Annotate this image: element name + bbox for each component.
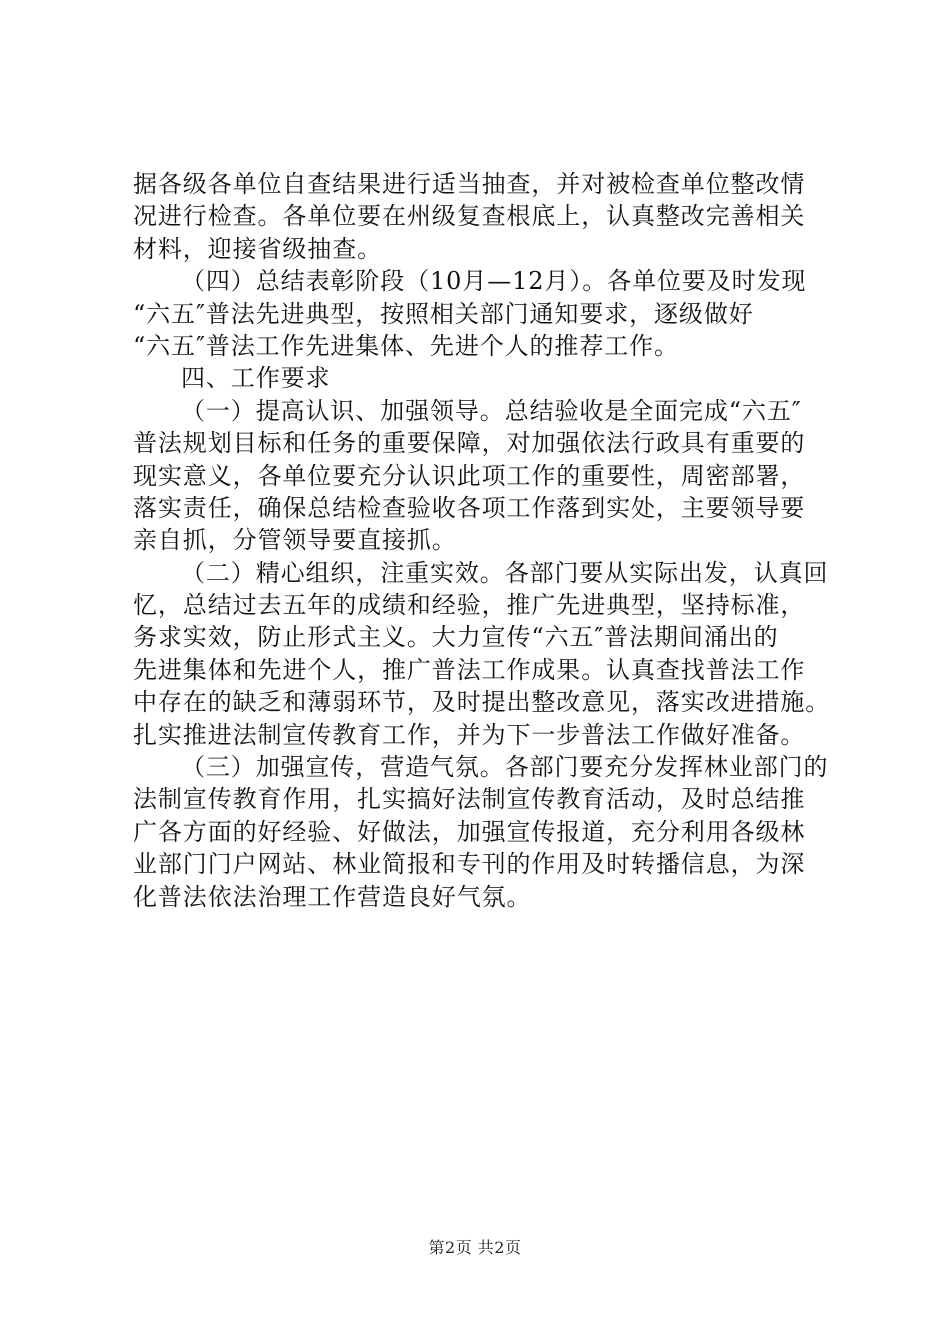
text-line: 务求实效，防止形式主义。大力宣传“六五″普法期间涌出的 (133, 623, 779, 652)
text-line: 落实责任，确保总结检查验收各项工作落到实处，主要领导要 (133, 493, 806, 522)
text-line: 据各级各单位自查结果进行适当抽查，并对被检查单位整改情 (133, 170, 806, 198)
document-body (133, 168, 863, 913)
text-line: 普法规划目标和任务的重要保障，对加强依法行政具有重要的 (133, 429, 806, 458)
section-heading-summary-stage: （四）总结表彰阶段（10月—12月）。各单位要及时发现 (181, 267, 807, 296)
text-line: 业部门门户网站、林业简报和专刊的作用及时转播信息，为深 (133, 850, 806, 879)
text-line: 忆，总结过去五年的成绩和经验，推广先进典型，坚持标准， (133, 591, 806, 620)
paragraph-first-line: （二）精心组织，注重实效。各部门要从实际出发，认真回 (181, 558, 829, 587)
section-heading-work-requirements: 四、工作要求 (181, 364, 331, 393)
text-line: “六五″普法先进典型，按照相关部门通知要求，逐级做好 (133, 299, 754, 328)
text-line: 化普法依法治理工作营造良好气氛。 (133, 882, 532, 911)
text-line: “六五″普法工作先进集体、先进个人的推荐工作。 (133, 331, 679, 360)
page-number-footer: 第2页 共2页 (428, 1238, 522, 1257)
text-line: 中存在的缺乏和薄弱环节，及时提出整改意见，落实改进措施。 (133, 688, 831, 717)
paragraph-first-line: （一）提高认识、加强领导。总结验收是全面完成“六五″ (181, 396, 802, 425)
text-line: 材料，迎接省级抽查。 (133, 234, 382, 263)
text-line: 亲自抓，分管领导要直接抓。 (133, 526, 457, 555)
paragraph-first-line: （三）加强宣传，营造气氛。各部门要充分发挥林业部门的 (181, 753, 829, 782)
text-line: 法制宣传教育作用，扎实搞好法制宣传教育活动，及时总结推 (133, 785, 806, 814)
text-line: 况进行检查。各单位要在州级复查根底上，认真整改完善相关 (133, 202, 806, 231)
text-line: 现实意义，各单位要充分认识此项工作的重要性，周密部署， (133, 461, 806, 490)
text-line: 先进集体和先进个人，推广普法工作成果。认真查找普法工作 (133, 655, 806, 684)
text-line: 广各方面的好经验、好做法，加强宣传报道，充分利用各级林 (133, 817, 806, 846)
text-line: 扎实推进法制宣传教育工作，并为下一步普法工作做好准备。 (133, 720, 806, 749)
